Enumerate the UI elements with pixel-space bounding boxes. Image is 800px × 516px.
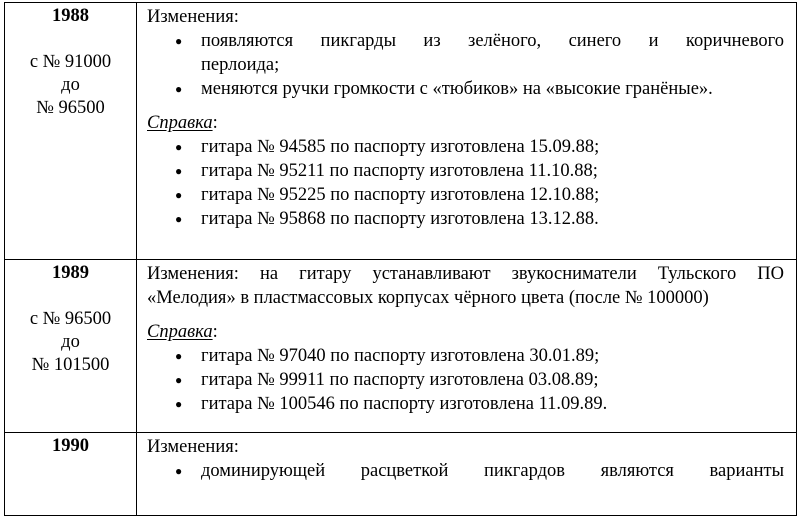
list-item <box>171 29 784 77</box>
list-item <box>171 159 784 183</box>
reference-item: гитара № 97040 по паспорту изготовлена 30.01.89; <box>201 346 600 366</box>
changes-text-line: «Мелодия» в пластмассовых корпусах чёрного цвета (после № 100000) <box>147 288 709 308</box>
reference-item: гитара № 95211 по паспорту изготовлена 11.10.88; <box>201 161 598 181</box>
reference-list <box>147 135 784 231</box>
changes-label: Изменения: <box>147 437 239 457</box>
range-to: № 101500 <box>31 355 110 375</box>
year-label: 1990 <box>52 436 89 456</box>
reference-heading: Справка: <box>147 322 218 342</box>
reference-item: гитара № 99911 по паспорту изготовлена 03.08.89; <box>201 370 599 390</box>
list-item <box>171 135 784 159</box>
list-item <box>171 392 784 416</box>
changes-text-line: Изменения: на гитару устанавливают звукосниматели Тульского ПО <box>147 264 784 284</box>
year-cell <box>5 260 137 433</box>
list-item <box>171 207 784 231</box>
reference-item: гитара № 100546 по паспорту изготовлена 11.09.89. <box>201 394 608 414</box>
list-item <box>171 459 784 483</box>
range-to: № 96500 <box>36 98 105 118</box>
reference-item: гитара № 95868 по паспорту изготовлена 13.12.88. <box>201 209 599 229</box>
year-cell <box>5 433 137 516</box>
reference-label: Справка <box>147 113 213 133</box>
production-changes-table <box>4 2 797 516</box>
bullet-dot-icon: ● <box>175 140 183 154</box>
range-from: с № 96500 <box>29 309 112 329</box>
range-from: с № 91000 <box>29 52 112 72</box>
table-row <box>5 260 797 433</box>
changes-label: Изменения: <box>147 7 239 27</box>
bullet-dot-icon: ● <box>175 34 183 48</box>
range-to-word: до <box>61 75 80 95</box>
bullet-dot-icon: ● <box>175 188 183 202</box>
bullet-dot-icon: ● <box>175 373 183 387</box>
list-item <box>171 344 784 368</box>
change-line: доминирующей расцветкой пикгардов являются варианты <box>201 461 784 481</box>
serial-range <box>5 308 136 377</box>
bullet-dot-icon: ● <box>175 349 183 363</box>
list-item <box>171 368 784 392</box>
changes-list <box>147 29 784 101</box>
details-cell <box>137 260 797 433</box>
year-label: 1989 <box>52 263 89 283</box>
reference-label: Справка <box>147 322 213 342</box>
reference-heading: Справка: <box>147 113 218 133</box>
reference-item: гитара № 95225 по паспорту изготовлена 12.10.88; <box>201 185 600 205</box>
year-cell <box>5 3 137 260</box>
bullet-dot-icon: ● <box>175 164 183 178</box>
bullet-dot-icon: ● <box>175 397 183 411</box>
change-line: меняются ручки громкости с «тюбиков» на «высокие гранёные». <box>201 79 713 99</box>
bullet-dot-icon: ● <box>175 82 183 96</box>
table-row <box>5 3 797 260</box>
serial-range <box>5 51 136 120</box>
change-line: перлоида; <box>201 55 280 75</box>
range-to-word: до <box>61 332 80 352</box>
list-item <box>171 183 784 207</box>
changes-list <box>147 459 784 483</box>
details-cell <box>137 433 797 516</box>
bullet-dot-icon: ● <box>175 212 183 226</box>
details-cell <box>137 3 797 260</box>
reference-item: гитара № 94585 по паспорту изготовлена 15.09.88; <box>201 137 600 157</box>
table-row <box>5 433 797 516</box>
year-label: 1988 <box>52 6 89 26</box>
reference-list <box>147 344 784 416</box>
list-item <box>171 77 784 101</box>
change-line: появляются пикгарды из зелёного, синего и коричневого <box>201 31 784 51</box>
bullet-dot-icon: ● <box>175 464 183 478</box>
